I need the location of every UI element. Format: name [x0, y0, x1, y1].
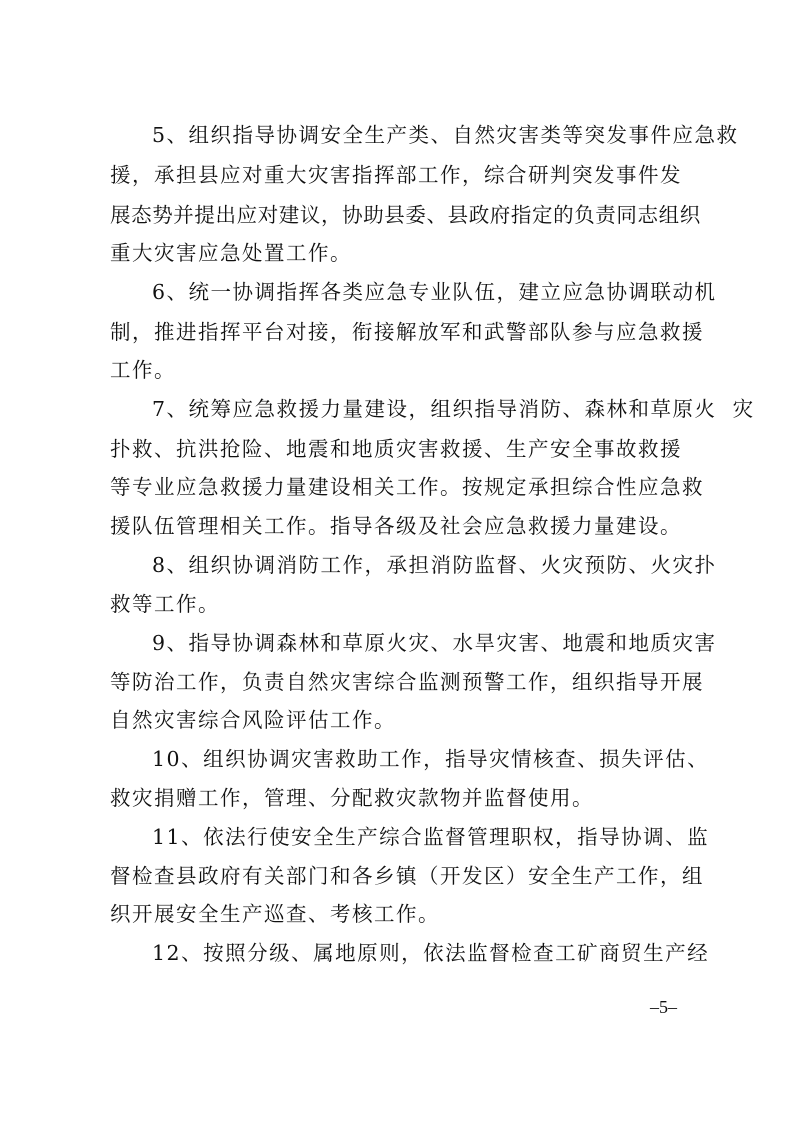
text-line: 扑救、抗洪抢险、地震和地质灾害救援、生产安全事故救援 — [110, 437, 682, 461]
text-line: 救等工作。 — [110, 592, 220, 616]
text-line: 织开展安全生产巡查、考核工作。 — [110, 902, 440, 926]
text-line: 重大灾害应急处置工作。 — [110, 241, 352, 265]
text-line: 制，推进指挥平台对接，衔接解放军和武警部队参与应急救援 — [110, 320, 704, 344]
text-line: 援，承担县应对重大灾害指挥部工作，综合研判突发事件发 — [110, 163, 682, 187]
text-line: 5、组织指导协调安全生产类、自然灾害类等突发事件应急救 — [152, 123, 739, 147]
text-line: 9、指导协调森林和草原火灾、水旱灾害、地震和地质灾害 — [152, 631, 717, 655]
text-line: 7、统筹应急救援力量建设，组织指导消防、森林和草原火 灾 — [152, 397, 755, 421]
text-line: 展态势并提出应对建议，协助县委、县政府指定的负责同志组织 — [110, 203, 701, 227]
text-line: 等专业应急救援力量建设相关工作。按规定承担综合性应急救 — [110, 475, 704, 499]
text-line: 12、按照分级、属地原则，依法监督检查工矿商贸生产经 — [152, 941, 710, 965]
text-line: 救灾捐赠工作，管理、分配救灾款物并监督使用。 — [110, 786, 594, 810]
text-line: 督检查县政府有关部门和各乡镇（开发区）安全生产工作，组 — [110, 864, 704, 888]
text-line: 10、组织协调灾害救助工作，指导灾情核查、损失评估、 — [152, 747, 710, 771]
text-line: 援队伍管理相关工作。指导各级及社会应急救援力量建设。 — [110, 514, 682, 538]
text-line: 6、统一协调指挥各类应急专业队伍，建立应急协调联动机 — [152, 280, 717, 304]
text-line: 8、组织协调消防工作，承担消防监督、火灾预防、火灾扑 — [152, 553, 717, 577]
text-line: 自然灾害综合风险评估工作。 — [110, 708, 396, 732]
page-number: –5– — [650, 997, 677, 1017]
text-line: 工作。 — [110, 358, 176, 382]
text-line: 等防治工作，负责自然灾害综合监测预警工作，组织指导开展 — [110, 670, 704, 694]
text-line: 11、依法行使安全生产综合监督管理职权，指导协调、监 — [152, 825, 710, 849]
